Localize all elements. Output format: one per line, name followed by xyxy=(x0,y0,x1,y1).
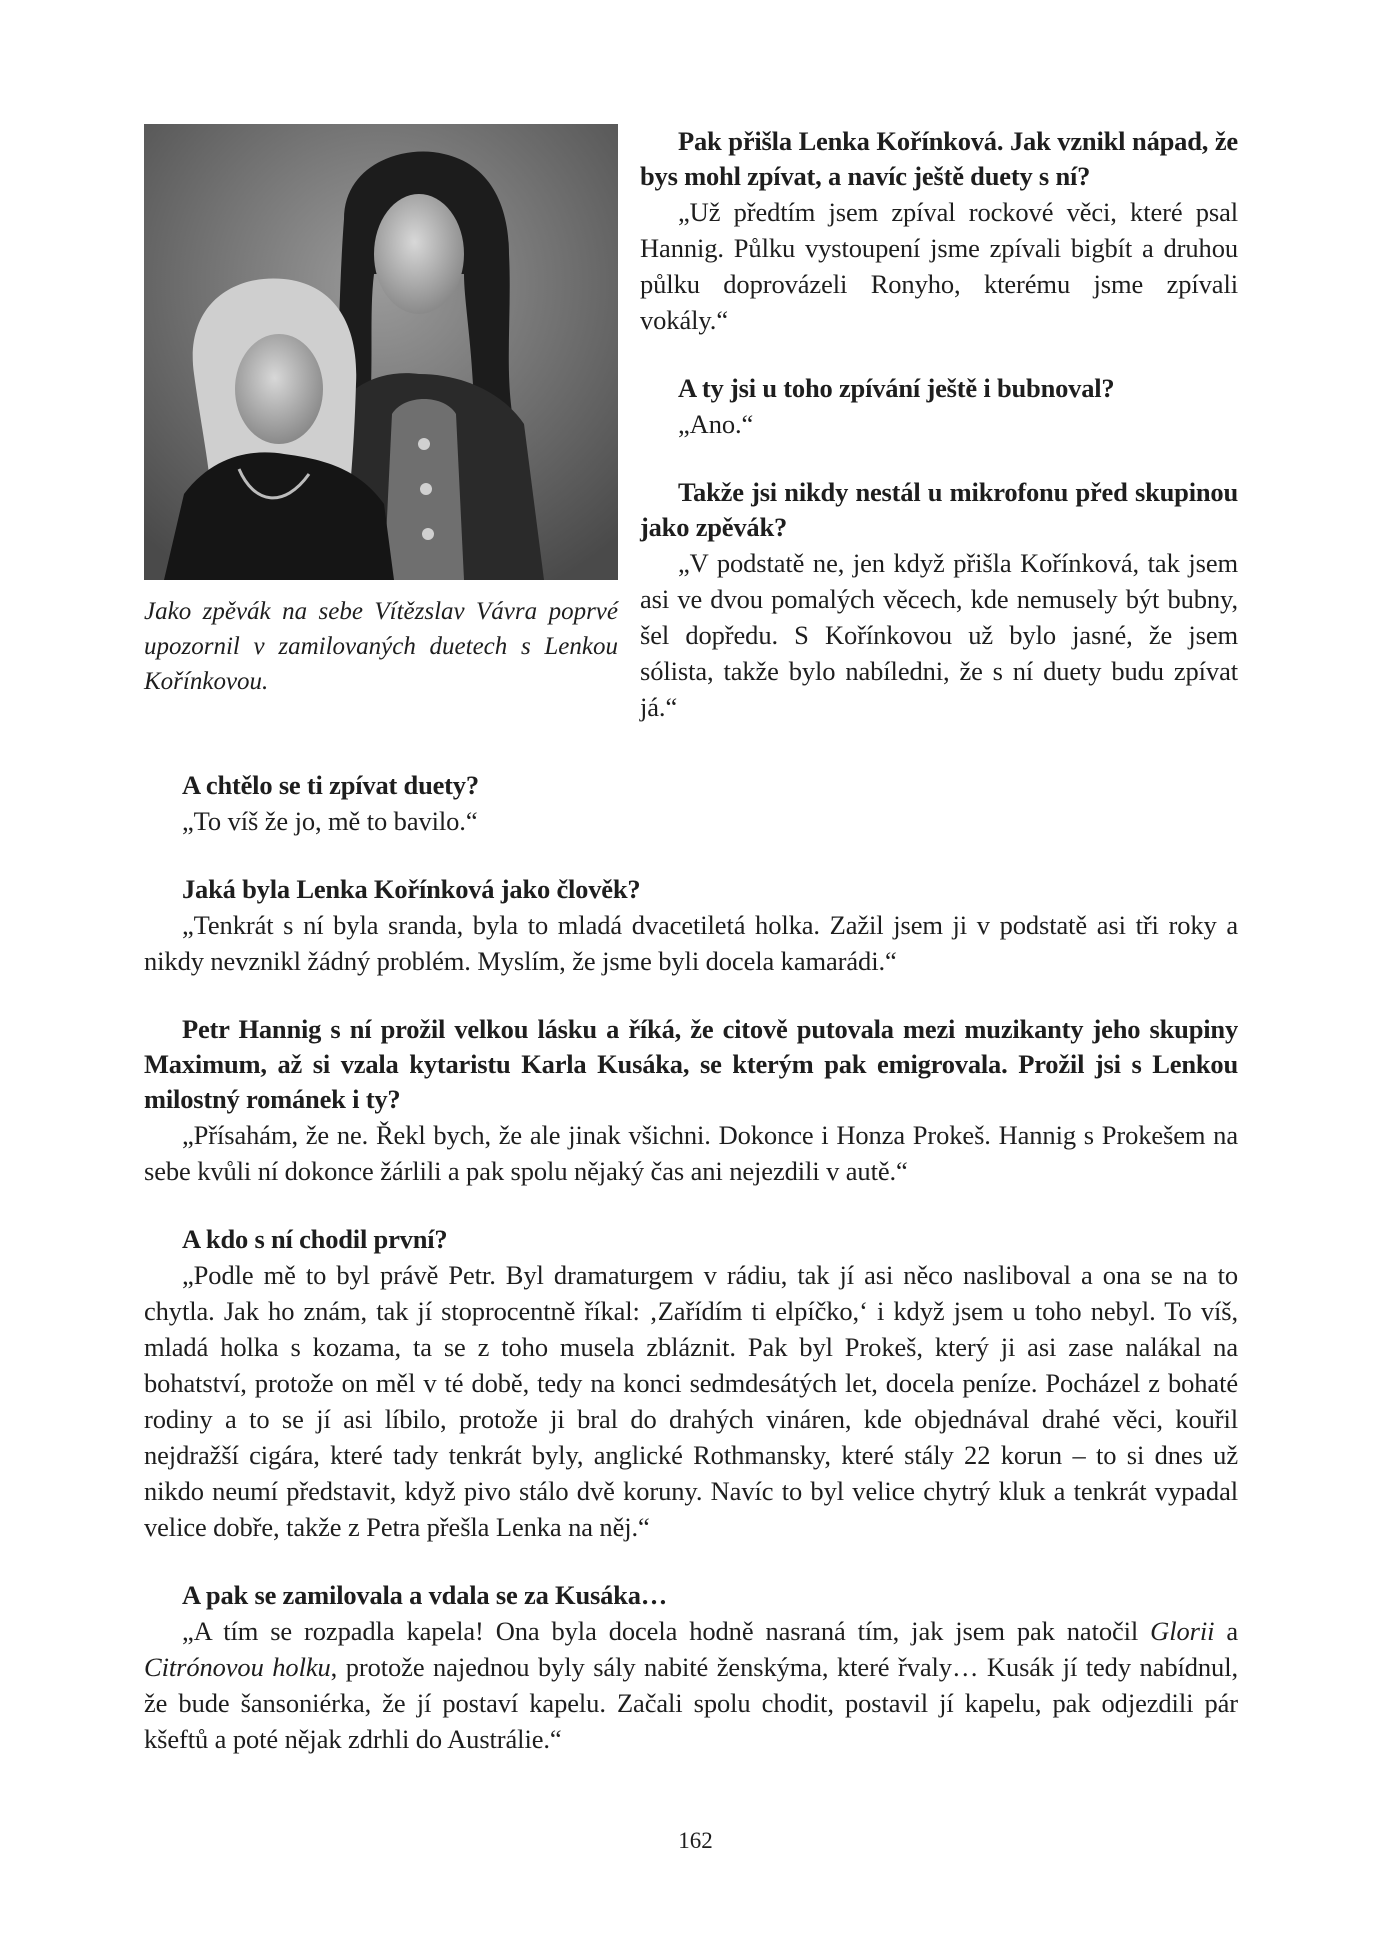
interview-answer: „Ano.“ xyxy=(678,409,754,439)
full-width-text xyxy=(144,768,1238,1790)
interview-answer: „V podstatě ne, jen když přišla Kořínková, tak jsem asi ve dvou pomalých věcech, kde nemusely být bubny, šel dopředu. S Kořínkovou už bylo jasné, že jsem sólista, takže bylo nabíledni, že s ní duety budu zpívat já.“ xyxy=(640,548,1238,722)
interview-question: A chtělo se ti zpívat duety? xyxy=(182,770,479,800)
page-number: 162 xyxy=(678,1828,713,1853)
answer-text: „A tím se rozpadla kapela! Ona byla docela hodně nasraná tím, jak jsem pak natočil xyxy=(182,1616,1151,1646)
qa-block xyxy=(640,124,1238,338)
interview-question: Pak přišla Lenka Kořínková. Jak vznikl nápad, že bys mohl zpívat, a navíc ještě duety s ní? xyxy=(640,126,1238,191)
interview-answer: „Přísahám, že ne. Řekl bych, že ale jinak všichni. Dokonce i Honza Prokeš. Hannig s Prokešem na sebe kvůli ní dokonce žárlili a pak spolu nějaký čas ani nejezdili v autě.“ xyxy=(144,1120,1238,1186)
interview-question: A pak se zamilovala a vdala se za Kusáka… xyxy=(182,1580,668,1610)
song-title: Citrónovou holku xyxy=(144,1652,331,1682)
qa-block xyxy=(144,1578,1238,1757)
qa-block xyxy=(640,371,1238,442)
portrait-photo xyxy=(144,124,618,580)
qa-block xyxy=(144,1012,1238,1189)
photo-caption: Jako zpěvák na sebe Vítězslav Vávra poprvé upozornil v zamilovaných duetech s Lenkou Kořínkovou. xyxy=(144,598,618,695)
qa-block xyxy=(144,872,1238,979)
answer-text: a xyxy=(1214,1616,1238,1646)
interview-answer xyxy=(144,1613,1238,1757)
interview-question: Petr Hannig s ní prožil velkou lásku a říká, že citově putovala mezi muzikanty jeho skupiny Maximum, až si vzala kytaristu Karla Kusáka, se kterým pak emigrovala. Prožil jsi s Lenkou milostný románek i ty? xyxy=(144,1014,1238,1114)
interview-answer: „To víš že jo, mě to bavilo.“ xyxy=(182,806,478,836)
interview-question: Jaká byla Lenka Kořínková jako člověk? xyxy=(182,874,641,904)
qa-block xyxy=(144,1222,1238,1545)
answer-text: , protože najednou byly sály nabité ženskýma, které řvaly… Kusák jí tedy nabídnul, že bude šansoniérka, že jí postaví kapelu. Začali spolu chodit, postavil jí kapelu, pak odjezdili pár kšeftů a poté nějak zdrhli do Austrálie.“ xyxy=(144,1652,1238,1754)
interview-answer: „Podle mě to byl právě Petr. Byl dramaturgem v rádiu, tak jí asi něco nasliboval a ona se na to chytla. Jak ho znám, tak jí stoprocentně říkal: ‚Zařídím ti elpíčko,‘ i když jsem u toho nebyl. To víš, mladá holka s kozama, ta se z toho musela zbláznit. Pak byl Prokeš, který ji asi zase nalákal na bohatství, protože on měl v té době, tedy na konci sedmdesátých let, docela peníze. Pocházel z bohaté rodiny a to se jí asi líbilo, protože ji bral do drahých vináren, kde objednával drahé věci, kouřil nejdražší cigára, které tady tenkrát byly, anglické Rothmansky, které stály 22 korun – to si dnes už nikdo neumí představit, když pivo stálo dvě koruny. Navíc to byl velice chytrý kluk a tenkrát vypadal velice dobře, takže z Petra přešla Lenka na něj.“ xyxy=(144,1260,1238,1542)
interview-question: A ty jsi u toho zpívání ještě i bubnoval? xyxy=(678,373,1115,403)
qa-block xyxy=(144,768,1238,839)
qa-block xyxy=(640,475,1238,725)
interview-answer: „Tenkrát s ní byla sranda, byla to mladá dvacetiletá holka. Zažil jsem ji v podstatě asi tři roky a nikdy nevznikl žádný problém. Myslím, že jsme byli docela kamarádi.“ xyxy=(144,910,1238,976)
interview-question: Takže jsi nikdy nestál u mikrofonu před skupinou jako zpěvák? xyxy=(640,477,1238,542)
interview-question: A kdo s ní chodil první? xyxy=(182,1224,448,1254)
right-column xyxy=(640,124,1238,758)
interview-answer: „Už předtím jsem zpíval rockové věci, které psal Hannig. Půlku vystoupení jsme zpívali bigbít a druhou půlku doprovázeli Ronyho, kterému jsme zpívali vokály.“ xyxy=(640,197,1238,335)
song-title: Glorii xyxy=(1150,1616,1215,1646)
